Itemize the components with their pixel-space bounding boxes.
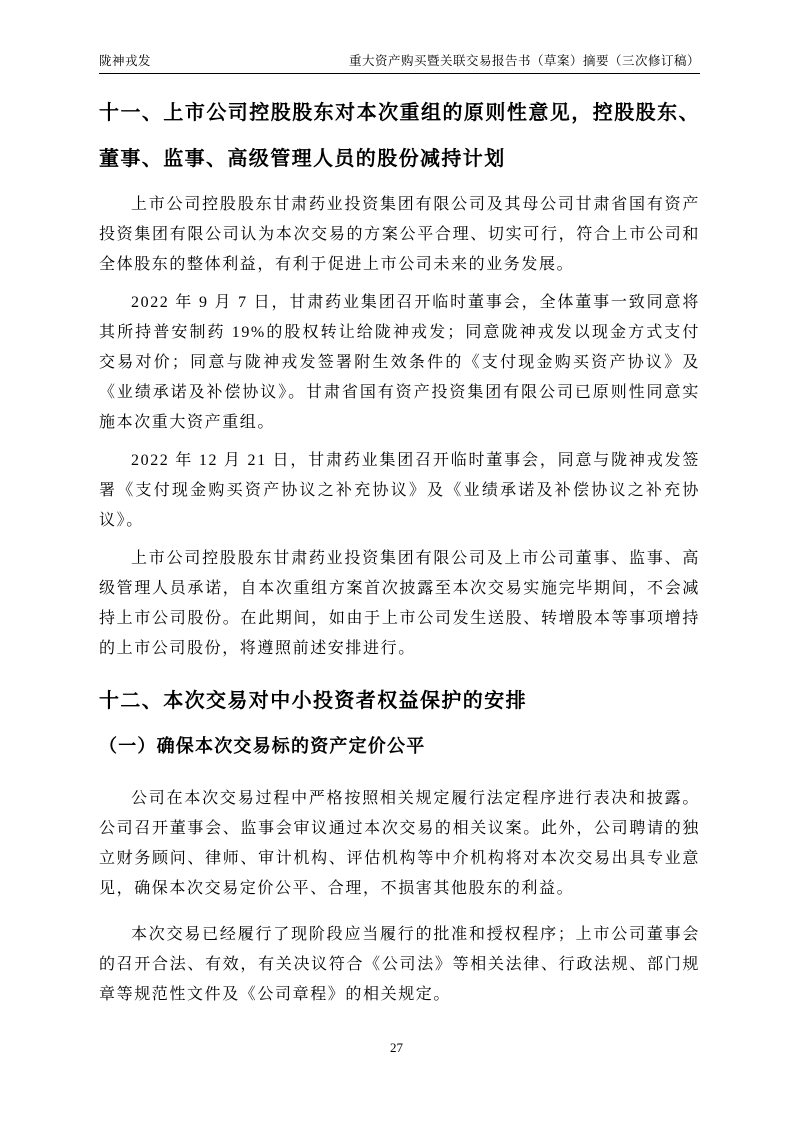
document-body — [99, 90, 700, 1010]
section-11-paragraph-2: 2022 年 9 月 7 日，甘肃药业集团召开临时董事会，全体董事一致同意将其所持普安制药 19%的股权转让给陇神戎发；同意陇神戎发以现金方式支付交易对价；同意与陇神戎发签署附生效条件的《支付现金购买资产协议》及《业绩承诺及补偿协议》。甘肃省国有资产投资集团有限公司已原则性同意实施本次重大资产重组。 — [99, 294, 700, 431]
section-11-paragraph-1: 上市公司控股股东甘肃药业投资集团有限公司及其母公司甘肃省国有资产投资集团有限公司认为本次交易的方案公平合理、切实可行，符合上市公司和全体股东的整体利益，有利于促进上市公司未来的业务发展。 — [99, 196, 700, 273]
section-12-paragraph-2: 本次交易已经履行了现阶段应当履行的批准和授权程序；上市公司董事会的召开合法、有效，有关决议符合《公司法》等相关法律、行政法规、部门规章等规范性文件及《公司章程》的相关规定。 — [99, 926, 700, 1003]
section-12-paragraph-1: 公司在本次交易过程中严格按照相关规定履行法定程序进行表决和披露。公司召开董事会、监事会审议通过本次交易的相关议案。此外，公司聘请的独立财务顾问、律师、审计机构、评估机构等中介机构将对本次交易出具专业意见，确保本次交易定价公平、合理，不损害其他股东的利益。 — [99, 790, 700, 897]
header-left-title: 陇神戎发 — [99, 54, 152, 68]
section-11-paragraph-3: 2022 年 12 月 21 日，甘肃药业集团召开临时董事会，同意与陇神戎发签署《支付现金购买资产协议之补充协议》及《业绩承诺及补偿协议之补充协议》。 — [99, 452, 700, 529]
header-right-title: 重大资产购买暨关联交易报告书（草案）摘要（三次修订稿） — [348, 54, 700, 68]
running-header — [99, 54, 700, 74]
section-12-heading: 十二、本次交易对中小投资者权益保护的安排 — [99, 690, 527, 712]
section-11-paragraph-4: 上市公司控股股东甘肃药业投资集团有限公司及上市公司董事、监事、高级管理人员承诺，自本次重组方案首次披露至本次交易实施完毕期间，不会减持上市公司股份。在此期间，如由于上市公司发生送股、转增股本等事项增持的上市公司股份，将遵照前述安排进行。 — [99, 550, 700, 657]
page-number: 27 — [390, 1040, 403, 1055]
section-11-heading: 十一、上市公司控股股东对本次重组的原则性意见，控股股东、董事、监事、高级管理人员的股份减持计划 — [99, 102, 700, 170]
page-footer — [0, 1040, 793, 1056]
section-12-subsection-1-heading: （一）确保本次交易标的资产定价公平 — [99, 736, 426, 756]
